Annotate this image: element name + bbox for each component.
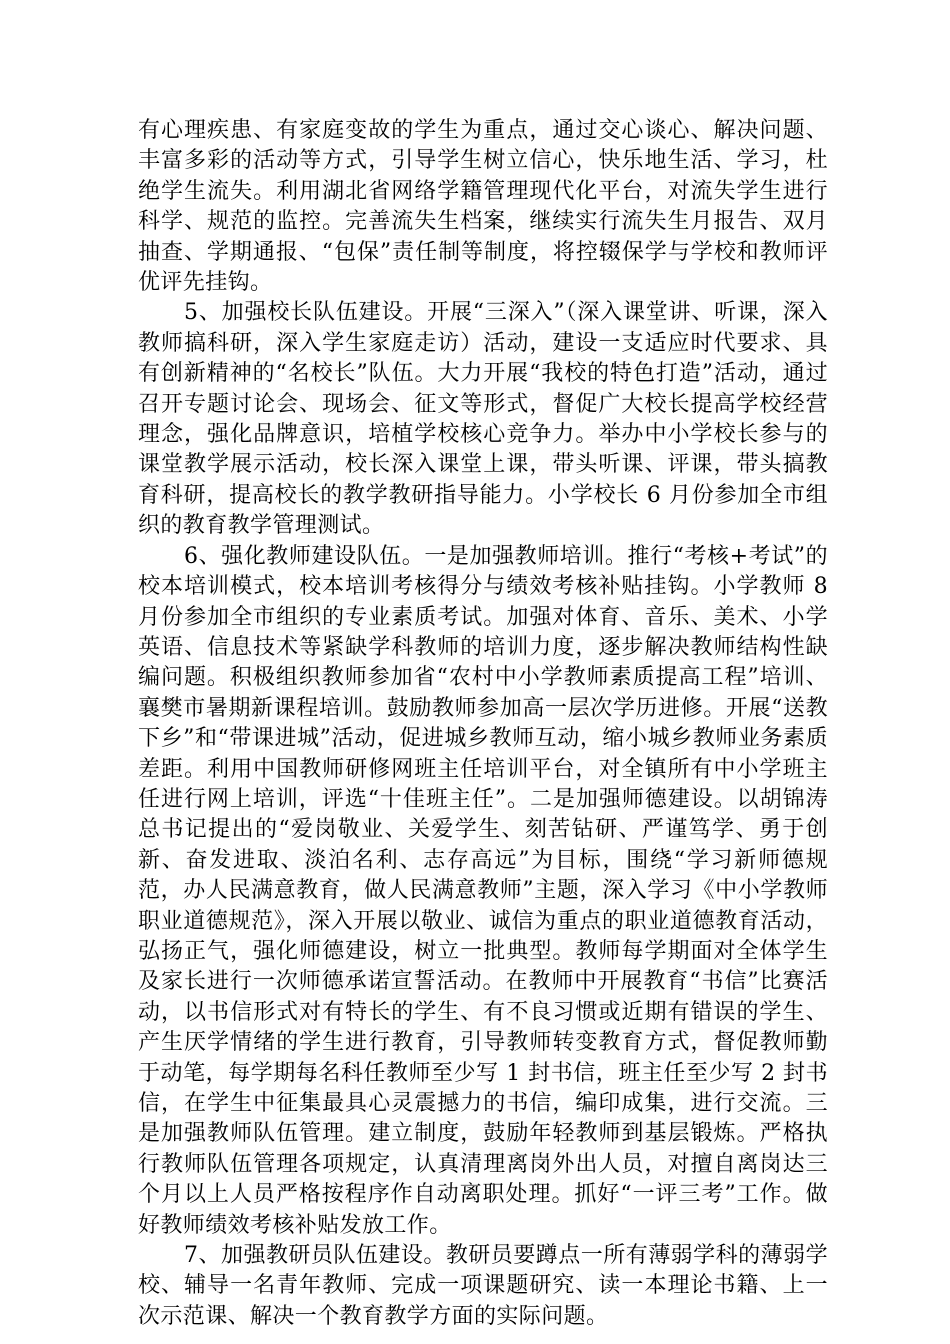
paragraph-teacher-team: 6、强化教师建设队伍。一是加强教师培训。推行“考核+考试”的校本培训模式，校本培训考核得分与绩效考核补贴挂钩。小学教师 8 月份参加全市组织的专业素质考试。加强对体育、音乐、美术、小学英语、信息技术等紧缺学科教师的培训力度，逐步解决教师结构性缺编问题。积极组织教师参加省“农村中小学教师素质提高工程”培训、襄樊市暑期新课程培训。鼓励教师参加高一层次学历进修。开展“送教下乡”和“带课进城”活动，促进城乡教师互动，缩小城乡教师业务素质差距。利用中国教师研修网班主任培训平台，对全镇所有中小学班主任进行网上培训，评选“十佳班主任”。二是加强师德建设。以胡锦涛总书记提出的“爱岗敬业、关爱学生、刻苦钻研、严谨笃学、勇于创新、奋发进取、淡泊名利、志存高远”为目标，围绕“学习新师德规范，办人民满意教育，做人民满意教师”主题，深入学习《中小学教师职业道德规范》，深入开展以敬业、诚信为重点的职业道德教育活动，弘扬正气，强化师德建设，树立一批典型。教师每学期面对全体学生及家长进行一次师德承诺宣誓活动。在教师中开展教育“书信”比赛活动，以书信形式对有特长的学生、有不良习惯或近期有错误的学生、产生厌学情绪的学生进行教育，引导教师转变教育方式，督促教师勤于动笔，每学期每名科任教师至少写 1 封书信，班主任至少写 2 封书信，在学生中征集最具心灵震撼力的书信，编印成集，进行交流。三是加强教师队伍管理。建立制度，鼓励年轻教师到基层锻炼。严格执行教师队伍管理各项规定，认真清理离岗外出人员，对擅自离岗达三个月以上人员严格按程序作自动离职处理。抓好“一评三考”工作。做好教师绩效考核补贴发放工作。: [138, 543, 828, 1238]
paragraph-continuation: 有心理疾患、有家庭变故的学生为重点，通过交心谈心、解决问题、丰富多彩的活动等方式，引导学生树立信心，快乐地生活、学习，杜绝学生流失。利用湖北省网络学籍管理现代化平台，对流失学生进行科学、规范的监控。完善流失生档案，继续实行流失生月报告、双月抽查、学期通报、“包保”责任制等制度，将控辍保学与学校和教师评优评先挂钩。: [138, 118, 828, 296]
paragraph-principal-team: 5、加强校长队伍建设。开展“三深入”（深入课堂讲、听课，深入教师搞科研，深入学生家庭走访）活动，建设一支适应时代要求、具有创新精神的“名校长”队伍。大力开展“我校的特色打造”活动，通过召开专题讨论会、现场会、征文等形式，督促广大校长提高学校经营理念，强化品牌意识，培植学校核心竞争力。举办中小学校长参与的课堂教学展示活动，校长深入课堂上课，带头听课、评课，带头搞教育科研，提高校长的教学教研指导能力。小学校长 6 月份参加全市组织的教育教学管理测试。: [138, 300, 828, 539]
paragraph-researcher-team: 7、加强教研员队伍建设。教研员要蹲点一所有薄弱学科的薄弱学校、辅导一名青年教师、完成一项课题研究、读一本理论书籍、上一次示范课、解决一个教育教学方面的实际问题。: [138, 1243, 828, 1329]
document-body: [138, 116, 828, 1332]
